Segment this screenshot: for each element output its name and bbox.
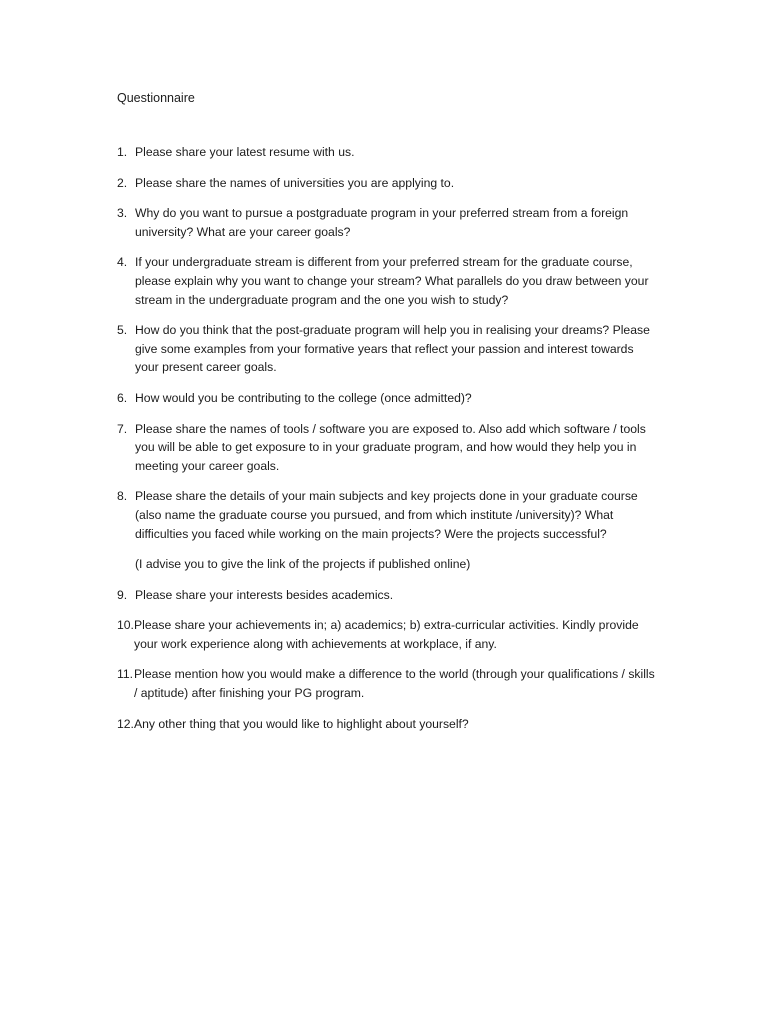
question-text: Please share your interests besides academics.	[135, 587, 394, 602]
question-text: How do you think that the post-graduate program will help you in realising your dreams? Please give some examples from your formative years that reflect your passion and interest towards your present career goals.	[135, 323, 650, 375]
question-text: Please share your latest resume with us.	[135, 145, 355, 159]
question-number: 4.	[117, 255, 128, 270]
question-number: 12.	[117, 716, 134, 731]
question-text: Please share the details of your main subjects and key projects done in your graduate course (also name the graduate course you pursued, and from which institute /university)? What difficulties you faced while working on the main projects? Were the projects successful?	[135, 489, 638, 541]
question-text: Please share the names of universities you are applying to.	[135, 175, 455, 190]
question-item	[117, 143, 657, 162]
question-text: Please mention how you would make a difference to the world (through your qualifications / skills / aptitude) after finishing your PG program.	[134, 667, 655, 701]
question-number: 6.	[117, 390, 128, 405]
question-item	[117, 420, 657, 476]
question-number: 1.	[117, 145, 128, 159]
question-text: Please share the names of tools / software you are exposed to. Also add which software / tools you will be able to get exposure to in your graduate program, and how would they help you in meeting your career goals.	[135, 421, 646, 473]
question-number: 3.	[117, 206, 128, 221]
question-text: Why do you want to pursue a postgraduate program in your preferred stream from a foreign university? What are your career goals?	[135, 206, 629, 239]
question-text: Please share your achievements in; a) academics; b) extra-curricular activities. Kindly provide your work experience along with achievements at workplace, if any.	[134, 618, 639, 651]
question-note: (I advise you to give the link of the projects if published online)	[135, 557, 471, 572]
question-item	[117, 616, 657, 653]
question-number: 2.	[117, 175, 128, 190]
question-item	[117, 586, 657, 605]
question-text: If your undergraduate stream is different from your preferred stream for the graduate course, please explain why you want to change your stream? What parallels do you draw between your stream in the undergraduate program and the one you wish to study?	[135, 255, 649, 307]
question-item	[117, 253, 657, 309]
question-number: 9.	[117, 587, 128, 602]
question-item	[117, 487, 657, 543]
question-number: 10.	[117, 618, 134, 633]
question-item	[117, 389, 657, 408]
question-number: 7.	[117, 421, 128, 436]
question-item	[117, 321, 657, 377]
question-number: 8.	[117, 489, 128, 504]
question-item	[117, 715, 657, 734]
question-number: 5.	[117, 323, 128, 338]
question-list	[117, 143, 657, 745]
question-item	[117, 174, 657, 193]
question-text: How would you be contributing to the college (once admitted)?	[135, 390, 472, 405]
question-text: Any other thing that you would like to highlight about yourself?	[134, 716, 469, 731]
question-number: 11.	[117, 667, 134, 682]
question-item	[117, 204, 657, 241]
question-item	[117, 665, 657, 702]
document-title: Questionnaire	[117, 91, 195, 105]
